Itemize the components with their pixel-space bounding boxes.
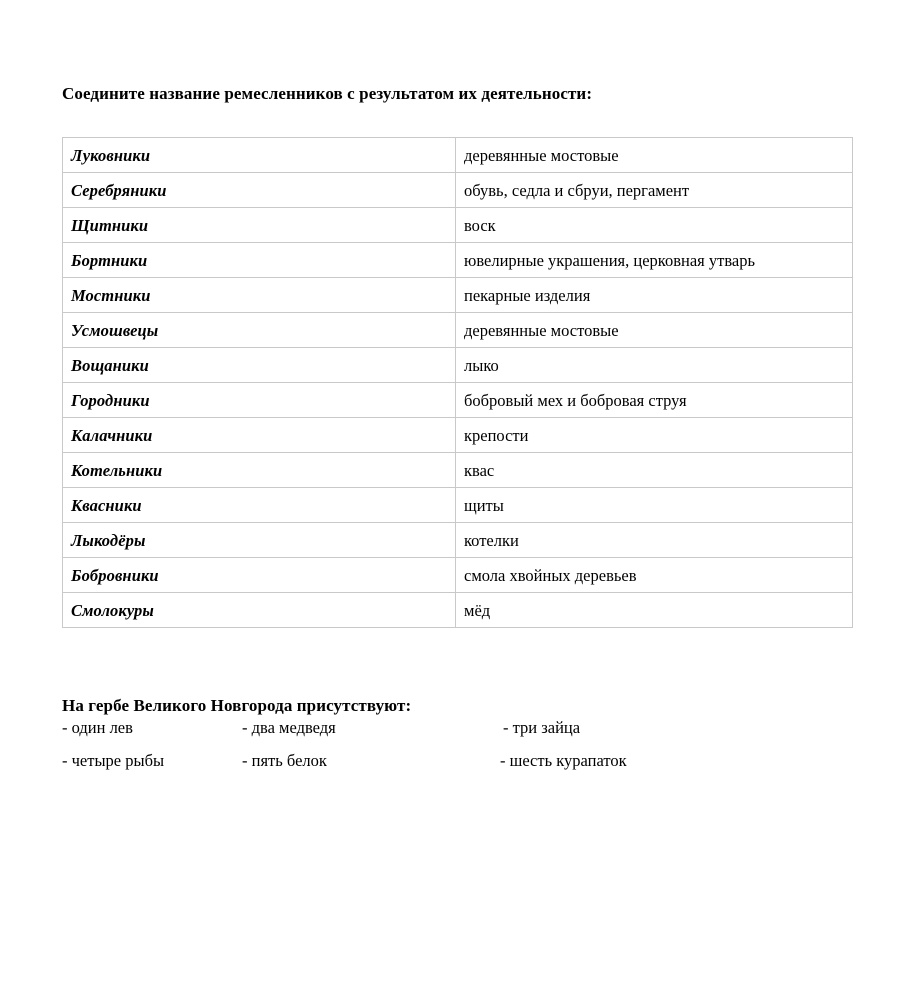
option-item: - один лев [62,718,133,737]
craft-result-cell: мёд [456,593,853,628]
craft-name-cell: Бортники [63,243,456,278]
table-row [63,173,853,208]
craft-name-cell: Лыкодёры [63,523,456,558]
craft-result-cell: деревянные мостовые [456,138,853,173]
craft-result-cell: смола хвойных деревьев [456,558,853,593]
craft-name-cell: Бобровники [63,558,456,593]
craft-name-cell: Мостники [63,278,456,313]
craft-name-cell: Щитники [63,208,456,243]
craft-match-table [62,137,853,628]
craft-name-cell: Городники [63,383,456,418]
table-row [63,523,853,558]
table-row [63,348,853,383]
table-row [63,383,853,418]
craft-name-cell: Вощаники [63,348,456,383]
craft-name-cell: Усмошвецы [63,313,456,348]
table-row [63,593,853,628]
table-row [63,558,853,593]
craft-result-cell: пекарные изделия [456,278,853,313]
craft-result-cell: обувь, седла и сбруи, пергамент [456,173,853,208]
coat-of-arms-options [62,718,762,784]
craft-name-cell: Калачники [63,418,456,453]
option-row [62,751,762,784]
craft-result-cell: квас [456,453,853,488]
craft-result-cell: крепости [456,418,853,453]
craft-result-cell: деревянные мостовые [456,313,853,348]
craft-result-cell: воск [456,208,853,243]
craft-name-cell: Серебряники [63,173,456,208]
craft-result-cell: ювелирные украшения, церковная утварь [456,243,853,278]
page-title-coat-of-arms-task: На гербе Великого Новгорода присутствуют: [62,696,412,716]
page-title-craft-task: Соедините название ремесленников с результатом их деятельности: [62,84,593,104]
option-item: - шесть курапаток [500,751,627,770]
table-row [63,138,853,173]
table-row [63,313,853,348]
craft-result-cell: котелки [456,523,853,558]
craft-name-cell: Котельники [63,453,456,488]
craft-match-table-body [63,138,853,628]
table-row [63,208,853,243]
table-row [63,278,853,313]
craft-result-cell: бобровый мех и бобровая струя [456,383,853,418]
craft-result-cell: щиты [456,488,853,523]
table-row [63,488,853,523]
option-item: - четыре рыбы [62,751,165,770]
craft-name-cell: Луковники [63,138,456,173]
table-row [63,243,853,278]
option-item: - пять белок [242,751,327,770]
table-row [63,453,853,488]
table-row [63,418,853,453]
option-item: - три зайца [503,718,581,737]
craft-result-cell: лыко [456,348,853,383]
craft-name-cell: Квасники [63,488,456,523]
option-item: - два медведя [242,718,336,737]
option-row [62,718,762,751]
craft-name-cell: Смолокуры [63,593,456,628]
